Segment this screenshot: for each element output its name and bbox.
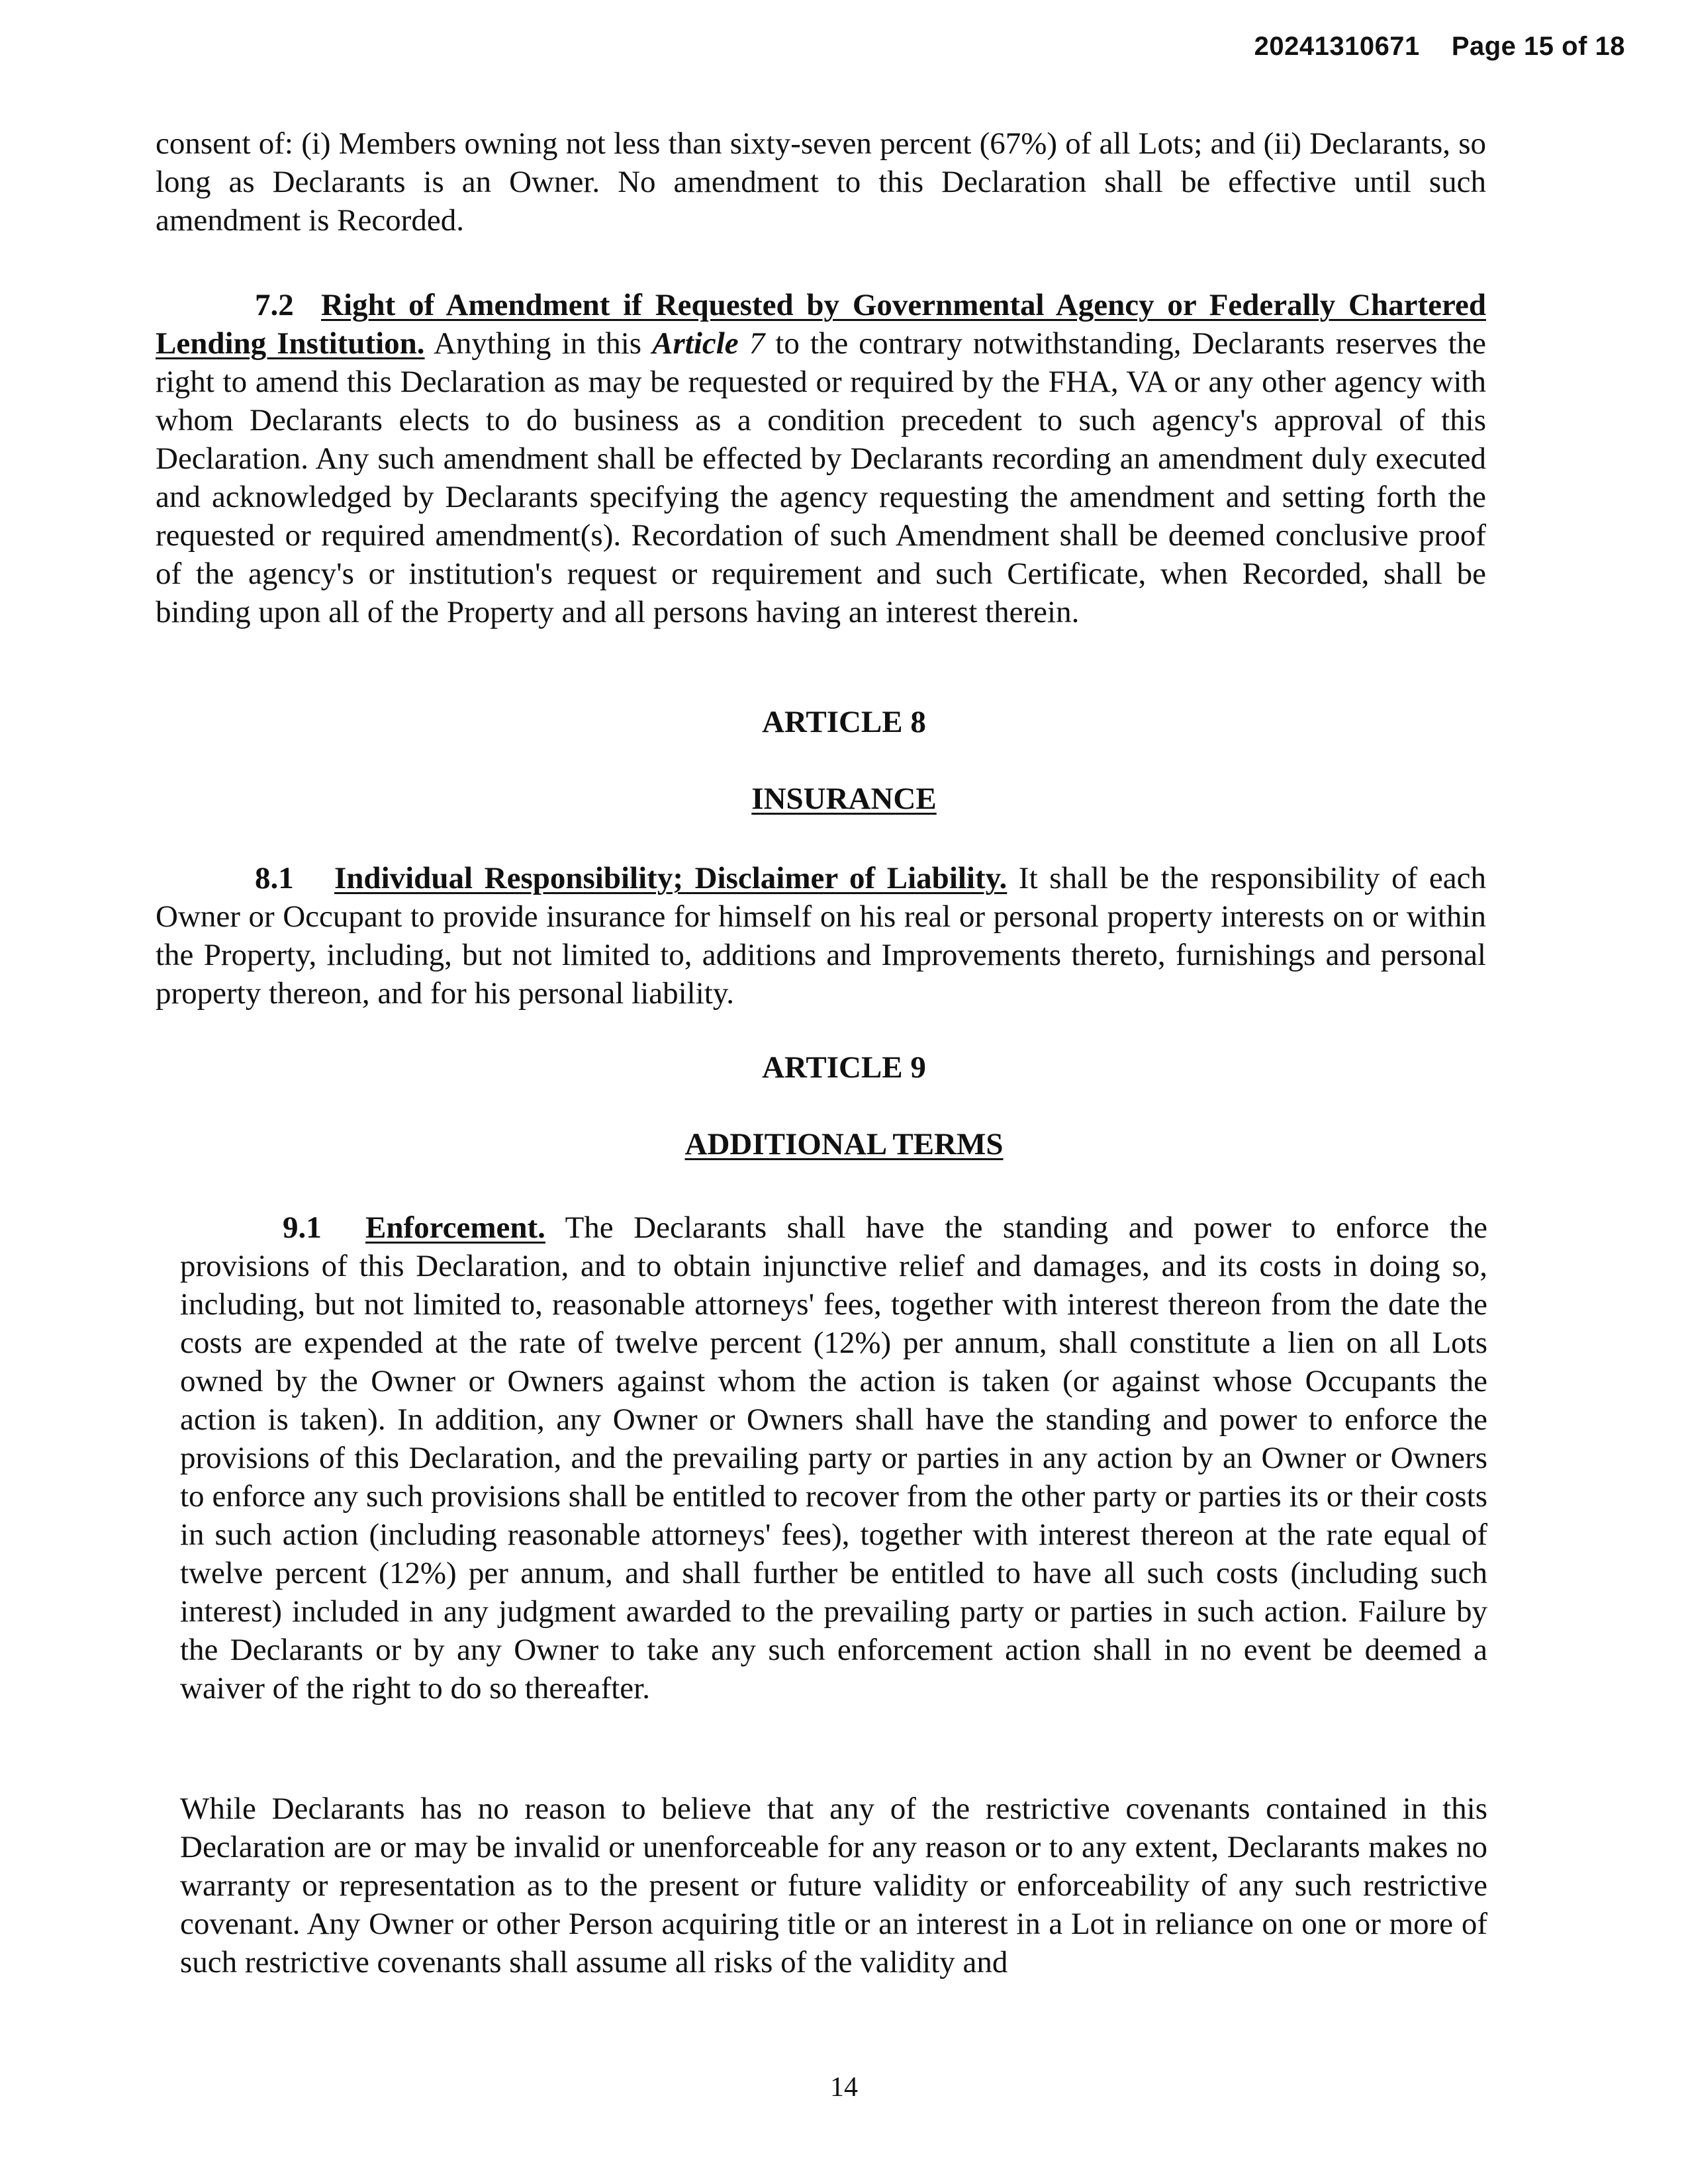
paragraph-continuation: consent of: (i) Members owning not less than sixty-seven percent (67%) of all Lots; and (ii) Declarants, so long as Declarants is an Owner. No amendment to this Declaration shall be effective until such amendment is Recorded. <box>156 126 1486 238</box>
section-text: to the contrary notwithstanding, Declarants reserves the right to amend this Declaration as may be requested or required by the FHA, VA or any other agency with whom Declarants elects to do business as a condition precedent to such agency's approval of this Declaration. Any such amendment shall be effected by Declarants recording an amendment duly executed and acknowledged by Declarants specifying the agency requesting the amendment and setting forth the requested or required amendment(s). Recordation of such Amendment shall be deemed conclusive proof of the agency's or institution's request or requirement and such Certificate, when Recorded, shall be binding upon all of the Property and all persons having an interest therein. <box>156 326 1486 629</box>
section-text: The Declarants shall have the standing and power to enforce the provisions of this Declaration, and to obtain injunctive relief and damages, and its costs in doing so, including, but not limited to, reasonable attorneys' fees, together with interest thereon from the date the costs are expended at the rate of twelve percent (12%) per annum, shall constitute a lien on all Lots owned by the Owner or Owners against whom the action is taken (or against whose Occupants the action is taken). In addition, any Owner or Owners shall have the standing and power to enforce the provisions of this Declaration, and the prevailing party or parties in any action by an Owner or Owners to enforce any such provisions shall be entitled to recover from the other party or parties its or their costs in such action (including reasonable attorneys' fees), together with interest thereon at the rate equal of twelve percent (12%) per annum, and shall further be entitled to have all such costs (including such interest) included in any judgment awarded to the prevailing party or parties in such action. Failure by the Declarants or by any Owner to take any such enforcement action shall in no event be deemed a waiver of the right to do so thereafter. <box>180 1210 1487 1706</box>
section-8-1 <box>156 859 1486 1013</box>
page-number: 14 <box>830 2072 858 2103</box>
section-number: 8.1 <box>255 861 294 895</box>
section-title: Right of Amendment if Requested by Governmental Agency or Federally Chartered Lending Institution. <box>156 288 1486 361</box>
page-header <box>1254 32 1625 62</box>
article-8-title: INSURANCE <box>751 782 937 816</box>
article-8-heading: ARTICLE 8 <box>762 705 926 739</box>
section-7-2 <box>156 286 1486 631</box>
article-9-heading: ARTICLE 9 <box>762 1050 926 1085</box>
paragraph-while: While Declarants has no reason to believe that any of the restrictive covenants contained in this Declaration are or may be invalid or unenforceable for any reason or to any extent, Declarants makes no warranty or representation as to the present or future validity or enforceability of any such restrictive covenant. Any Owner or other Person acquiring title or an interest in a Lot in reliance on one or more of such restrictive covenants shall assume all risks of the validity and <box>180 1792 1487 1979</box>
article-reference: Article <box>652 326 739 361</box>
section-9-1 <box>180 1208 1487 1707</box>
article-9-title: ADDITIONAL TERMS <box>684 1127 1004 1161</box>
section-title: Individual Responsibility; Disclaimer of Liability. <box>334 861 1008 895</box>
document-number: 20241310671 <box>1254 32 1420 61</box>
section-text: Anything in this <box>424 326 653 361</box>
article-reference-number: 7 <box>738 326 765 361</box>
page-label: Page 15 of 18 <box>1451 32 1625 61</box>
section-number: 7.2 <box>255 288 294 322</box>
section-text: It shall be the responsibility of each Owner or Occupant to provide insurance for himself on his real or personal property interests on or within the Property, including, but not limited to, additions and Improvements thereto, furnishings and personal property thereon, and for his personal liability. <box>156 861 1486 1011</box>
section-title: Enforcement. <box>365 1210 545 1245</box>
section-number: 9.1 <box>283 1210 322 1245</box>
